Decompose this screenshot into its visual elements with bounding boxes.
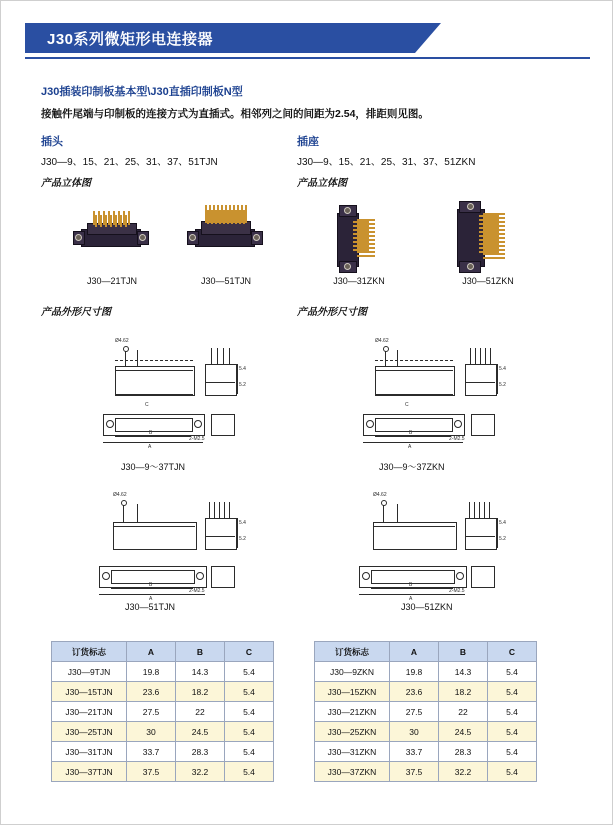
cell-order-mark: J30—25TJN bbox=[52, 722, 127, 742]
cell-a: 23.6 bbox=[390, 682, 439, 702]
caption-j30-31zkn: J30—31ZKN bbox=[333, 276, 385, 286]
table-row bbox=[315, 762, 537, 782]
col-header-b: B bbox=[176, 642, 225, 662]
cell-c: 5.4 bbox=[225, 702, 274, 722]
table-header-row bbox=[52, 642, 274, 662]
section-description: 接触件尾端与印制板的连接方式为直插式。相邻列之间的间距为2.54，排距则见图。 bbox=[41, 108, 429, 120]
cell-a: 23.6 bbox=[127, 682, 176, 702]
cell-a: 30 bbox=[127, 722, 176, 742]
socket-outline-label: 产品外形尺寸图 bbox=[297, 307, 367, 318]
caption-j30-51tjn: J30—51TJN bbox=[200, 276, 252, 286]
section-title: J30插装印制板基本型\J30直插印制板N型 bbox=[41, 86, 243, 98]
table-header-row bbox=[315, 642, 537, 662]
plug-column bbox=[41, 133, 296, 189]
cell-b: 14.3 bbox=[176, 662, 225, 682]
col-header-order-mark: 订货标志 bbox=[315, 642, 390, 662]
cell-a: 19.8 bbox=[390, 662, 439, 682]
connector-image-j30-21tjn bbox=[73, 209, 151, 267]
cell-c: 5.4 bbox=[225, 742, 274, 762]
caption-drawing-j30-9-37tjn: J30—9～37TJN bbox=[121, 462, 186, 472]
cell-a: 27.5 bbox=[390, 702, 439, 722]
cell-c: 5.4 bbox=[488, 722, 537, 742]
cell-a: 27.5 bbox=[127, 702, 176, 722]
cell-b: 18.2 bbox=[439, 682, 488, 702]
cell-order-mark: J30—31ZKN bbox=[315, 742, 390, 762]
cell-order-mark: J30—21ZKN bbox=[315, 702, 390, 722]
cell-order-mark: J30—37ZKN bbox=[315, 762, 390, 782]
socket-solid-view-label: 产品立体图 bbox=[297, 178, 347, 189]
cell-c: 5.4 bbox=[225, 682, 274, 702]
cell-order-mark: J30—9ZKN bbox=[315, 662, 390, 682]
socket-heading: 插座 bbox=[297, 136, 319, 148]
cell-c: 5.4 bbox=[488, 702, 537, 722]
cell-order-mark: J30—25ZKN bbox=[315, 722, 390, 742]
cell-order-mark: J30—31TJN bbox=[52, 742, 127, 762]
cell-order-mark: J30—15TJN bbox=[52, 682, 127, 702]
cell-b: 14.3 bbox=[439, 662, 488, 682]
drawing-j30-9-37zkn: Ø4.62 5.4 5.2 A B C 2-M2.5 bbox=[353, 336, 523, 456]
col-header-order-mark: 订货标志 bbox=[52, 642, 127, 662]
caption-j30-51zkn: J30—51ZKN bbox=[462, 276, 514, 286]
table-row bbox=[52, 722, 274, 742]
table-row bbox=[52, 662, 274, 682]
col-header-a: A bbox=[127, 642, 176, 662]
col-header-a: A bbox=[390, 642, 439, 662]
table-row bbox=[315, 742, 537, 762]
cell-c: 5.4 bbox=[225, 722, 274, 742]
cell-order-mark: J30—9TJN bbox=[52, 662, 127, 682]
col-header-b: B bbox=[439, 642, 488, 662]
cell-order-mark: J30—37TJN bbox=[52, 762, 127, 782]
spec-table-socket bbox=[314, 641, 537, 782]
cell-c: 5.4 bbox=[488, 682, 537, 702]
caption-j30-21tjn: J30—21TJN bbox=[86, 276, 138, 286]
caption-drawing-j30-51zkn: J30—51ZKN bbox=[401, 602, 453, 612]
table-row bbox=[52, 742, 274, 762]
cell-a: 37.5 bbox=[127, 762, 176, 782]
cell-a: 19.8 bbox=[127, 662, 176, 682]
cell-b: 22 bbox=[176, 702, 225, 722]
cell-a: 33.7 bbox=[390, 742, 439, 762]
cell-a: 33.7 bbox=[127, 742, 176, 762]
table-row bbox=[315, 682, 537, 702]
cell-c: 5.4 bbox=[225, 762, 274, 782]
plug-models: J30—9、15、21、25、31、37、51TJN bbox=[41, 157, 218, 168]
table-row bbox=[315, 662, 537, 682]
connector-image-j30-51zkn bbox=[449, 201, 523, 269]
caption-drawing-j30-51tjn: J30—51TJN bbox=[125, 602, 176, 612]
cell-b: 32.2 bbox=[176, 762, 225, 782]
cell-b: 24.5 bbox=[439, 722, 488, 742]
table-row bbox=[315, 702, 537, 722]
cell-b: 28.3 bbox=[439, 742, 488, 762]
cell-b: 32.2 bbox=[439, 762, 488, 782]
drawing-j30-9-37tjn: Ø4.62 5.4 5.2 A B C 2-M2.5 bbox=[93, 336, 263, 456]
cell-b: 28.3 bbox=[176, 742, 225, 762]
socket-models: J30—9、15、21、25、31、37、51ZKN bbox=[297, 157, 476, 168]
connector-image-j30-31zkn bbox=[323, 205, 393, 267]
connector-image-j30-51tjn bbox=[187, 205, 265, 267]
drawing-j30-51zkn: Ø4.62 5.4 5.2 A B 2-M2.5 bbox=[353, 488, 523, 598]
page-banner bbox=[25, 23, 590, 53]
spec-table-plug bbox=[51, 641, 274, 782]
table-row bbox=[52, 682, 274, 702]
cell-b: 18.2 bbox=[176, 682, 225, 702]
cell-c: 5.4 bbox=[225, 662, 274, 682]
banner-rule bbox=[25, 57, 590, 59]
plug-outline-label: 产品外形尺寸图 bbox=[41, 307, 111, 318]
cell-c: 5.4 bbox=[488, 742, 537, 762]
cell-order-mark: J30—21TJN bbox=[52, 702, 127, 722]
drawing-j30-51tjn: Ø4.62 5.4 5.2 A B 2-M2.5 bbox=[93, 488, 263, 598]
cell-a: 30 bbox=[390, 722, 439, 742]
table-row bbox=[52, 762, 274, 782]
banner-arrow bbox=[415, 23, 441, 53]
cell-c: 5.4 bbox=[488, 762, 537, 782]
cell-a: 37.5 bbox=[390, 762, 439, 782]
socket-column bbox=[297, 133, 572, 189]
cell-b: 24.5 bbox=[176, 722, 225, 742]
page-title: J30系列微矩形电连接器 bbox=[47, 31, 214, 48]
caption-drawing-j30-9-37zkn: J30—9～37ZKN bbox=[379, 462, 445, 472]
plug-heading: 插头 bbox=[41, 136, 63, 148]
table-row bbox=[52, 702, 274, 722]
cell-b: 22 bbox=[439, 702, 488, 722]
table-row bbox=[315, 722, 537, 742]
cell-order-mark: J30—15ZKN bbox=[315, 682, 390, 702]
col-header-c: C bbox=[488, 642, 537, 662]
plug-solid-view-label: 产品立体图 bbox=[41, 178, 91, 189]
col-header-c: C bbox=[225, 642, 274, 662]
cell-c: 5.4 bbox=[488, 662, 537, 682]
